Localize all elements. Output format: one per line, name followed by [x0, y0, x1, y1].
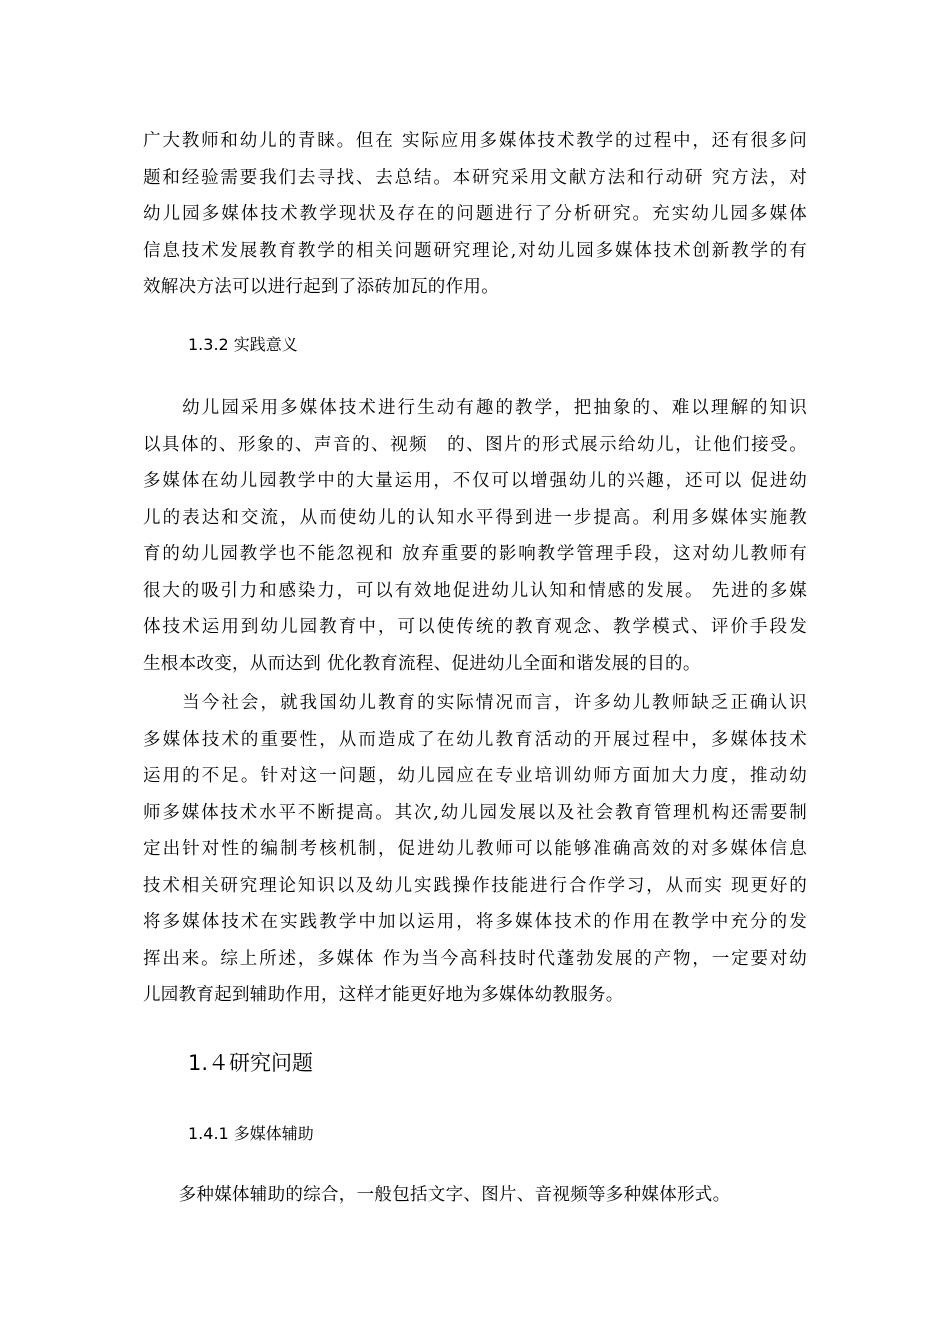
- text-line: 广大教师和幼儿的青睐。但在 实际应用多媒体技术教学的过程中，还有很多问: [143, 131, 807, 151]
- text-line: 儿的表达和交流，从而使幼儿的认知水平得到进一步提高。利用多媒体实施教: [143, 507, 807, 528]
- text-line: 定出针对性的编制考核机制，促进幼儿教师可以能够准确高效的对多媒体信息: [143, 839, 807, 859]
- section-heading-1-3-2: 1.3.2 实践意义: [188, 335, 298, 354]
- text-line: 生根本改变，从而达到 优化教育流程、促进幼儿全面和谐发展的目的。: [143, 653, 701, 674]
- text-line: 挥出来。综上所述，多媒体 作为当今高科技时代蓬勃发展的产物，一定要对幼: [143, 948, 807, 969]
- text-line: 信息技术发展教育教学的相关问题研究理论,对幼儿园多媒体技术创新教学的有: [143, 240, 807, 261]
- text-line: 题和经验需要我们去寻找、去总结。本研究采用文献方法和行动研 究方法，对: [143, 167, 807, 188]
- practice-paragraph-1: [143, 390, 807, 682]
- text-line: 效解决方法可以进行起到了添砖加瓦的作用。: [143, 277, 499, 297]
- text-line: 多媒体技术的重要性，从而造成了在幼儿教育活动的开展过程中，多媒体技术: [143, 729, 807, 750]
- text-line: 多媒体在幼儿园教学中的大量运用，不仅可以增强幼儿的兴趣，还可以 促进幼: [143, 471, 807, 491]
- text-line: 幼儿园多媒体技术教学现状及存在的问题进行了分析研究。充实幼儿园多媒体: [143, 204, 807, 224]
- text-line: 运用的不足。针对这一问题，幼儿园应在专业培训幼师方面加大力度，推动幼: [143, 766, 807, 786]
- practice-paragraph-2: [143, 685, 807, 1014]
- section-heading-1-4: 1.４研究问题: [188, 1051, 314, 1075]
- text-line: 幼儿园采用多媒体技术进行生动有趣的教学，把抽象的、难以理解的知识: [143, 398, 807, 418]
- text-line: 当今社会，就我国幼儿教育的实际情况而言，许多幼儿教师缺乏正确认识: [143, 693, 807, 713]
- text-line: 体技术运用到幼儿园教育中，可以使传统的教育观念、教学模式、评价手段发: [143, 617, 807, 637]
- multimedia-paragraph: [143, 1177, 807, 1214]
- text-line: 以具体的、形象的、声音的、视频 的、图片的形式展示给幼儿，让他们接受。: [143, 434, 807, 455]
- section-heading-1-4-1: 1.4.1 多媒体辅助: [188, 1124, 314, 1143]
- text-line: 育的幼儿园教学也不能忽视和 放弃重要的影响教学管理手段，这对幼儿教师有: [143, 544, 807, 564]
- text-line: 很大的吸引力和感染力，可以有效地促进幼儿认知和情感的发展。 先进的多媒: [143, 580, 807, 601]
- intro-paragraph: [143, 123, 807, 306]
- text-line: 师多媒体技术水平不断提高。其次,幼儿园发展以及社会教育管理机构还需要制: [143, 802, 807, 823]
- text-line: 将多媒体技术在实践教学中加以运用，将多媒体技术的作用在教学中充分的发: [143, 912, 807, 932]
- text-line: 技术相关研究理论知识以及幼儿实践操作技能进行合作学习，从而实 现更好的: [143, 875, 807, 896]
- text-line: 多种媒体辅助的综合，一般包括文字、图片、音视频等多种媒体形式。: [143, 1185, 731, 1205]
- text-line: 儿园教育起到辅助作用，这样才能更好地为多媒体幼教服务。: [143, 985, 624, 1005]
